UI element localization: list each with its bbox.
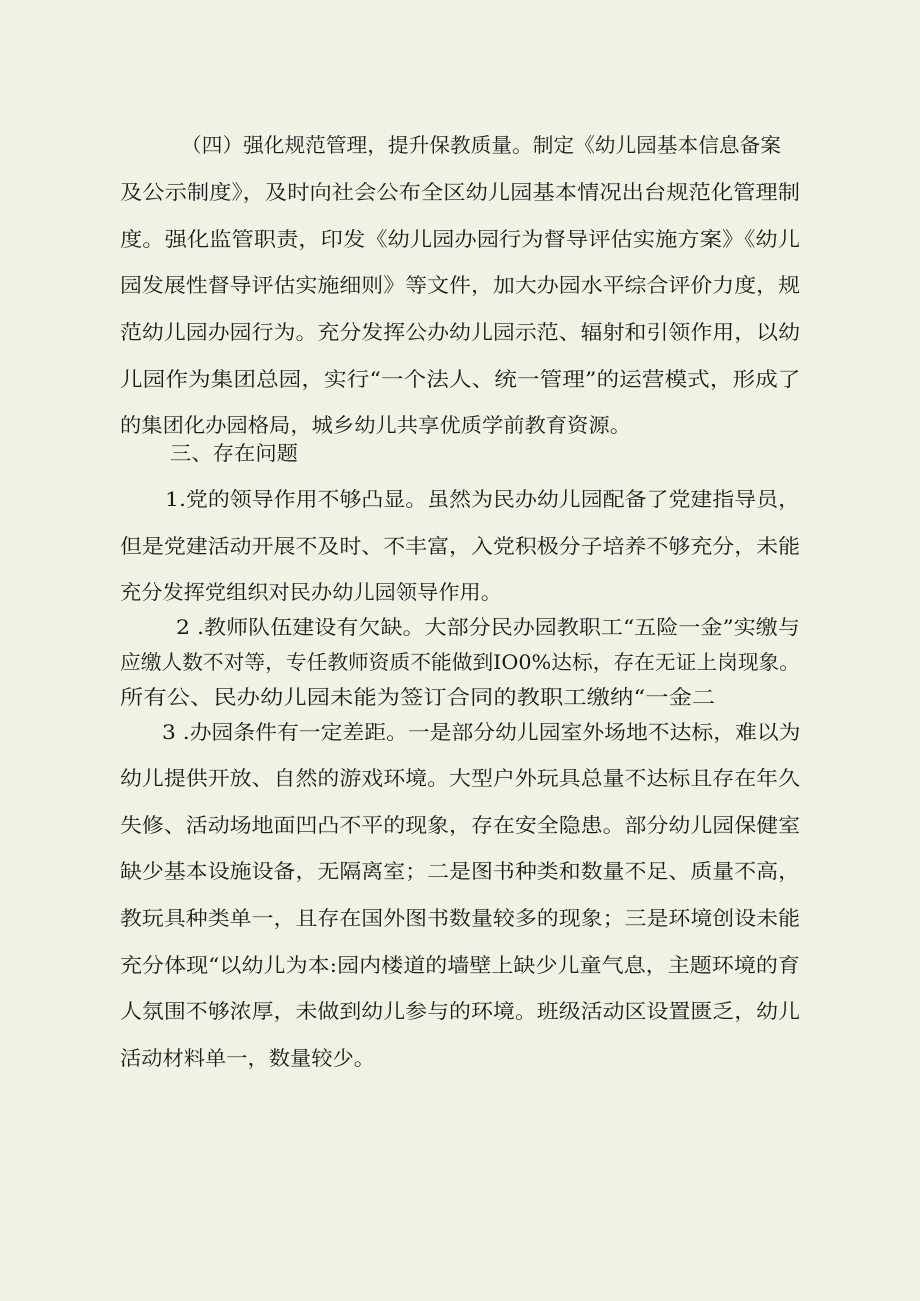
paragraph-line: 及公示制度》，及时向社会公布全区幼儿园基本情况出台规范化管理制 (120, 180, 800, 204)
paragraph-line: 缺少基本设施设备，无隔离室；二是图书种类和数量不足、质量不高， (120, 859, 800, 883)
paragraph-line: 度。强化监管职责，印发《幼儿园办园行为督导评估实施方案》《幼儿 (120, 227, 800, 251)
paragraph-line: 教玩具种类单一，且存在国外图书数量较多的现象；三是环境创设未能 (120, 906, 800, 930)
paragraph-line: （四）强化规范管理，提升保教质量。制定《幼儿园基本信息备案 (181, 133, 781, 157)
paragraph-line: 范幼儿园办园行为。充分发挥公办幼儿园示范、辐射和引领作用，以幼 (120, 320, 800, 344)
paragraph-line: 但是党建活动开展不及时、不丰富，入党积极分子培养不够充分，未能 (120, 534, 800, 558)
paragraph-line: 失修、活动场地面凹凸不平的现象，存在安全隐患。部分幼儿园保健室 (120, 813, 800, 837)
paragraph-line: 1.党的领导作用不够凸显。虽然为民办幼儿园配备了党建指导员， (165, 487, 801, 511)
paragraph-line: 活动材料单一，数量较少。 (120, 1046, 375, 1070)
paragraph-line: 园发展性督导评估实施细则》等文件，加大办园水平综合评价力度，规 (120, 273, 800, 297)
paragraph-line: 2 .教师队伍建设有欠缺。大部分民办园教职工“五险一金”实缴与 (176, 615, 800, 639)
paragraph-line: 充分发挥党组织对民办幼儿园领导作用。 (120, 580, 502, 604)
paragraph-line: 充分体现“以幼儿为本:园内楼道的墙壁上缺少儿童气息，主题环境的育 (120, 953, 800, 977)
paragraph-line: 3 .办园条件有一定差距。一是部分幼儿园室外场地不达标，难以为 (162, 720, 801, 744)
section-heading: 三、存在问题 (170, 441, 298, 465)
paragraph-line: 幼儿提供开放、自然的游戏环境。大型户外玩具总量不达标且存在年久 (120, 766, 800, 790)
paragraph-line: 儿园作为集团总园，实行“一个法人、统一管理”的运营模式，形成了 (120, 367, 801, 391)
paragraph-line: 的集团化办园格局，城乡幼儿共享优质学前教育资源。 (120, 413, 631, 437)
paragraph-line: 所有公、民办幼儿园未能为签订合同的教职工缴纳“一金二 (120, 685, 716, 709)
paragraph-line: 应缴人数不对等，专任教师资质不能做到IO0%达标，存在无证上岗现象。 (120, 650, 801, 674)
paragraph-line: 人氛围不够浓厚，未做到幼儿参与的环境。班级活动区设置匮乏，幼儿 (120, 999, 800, 1023)
